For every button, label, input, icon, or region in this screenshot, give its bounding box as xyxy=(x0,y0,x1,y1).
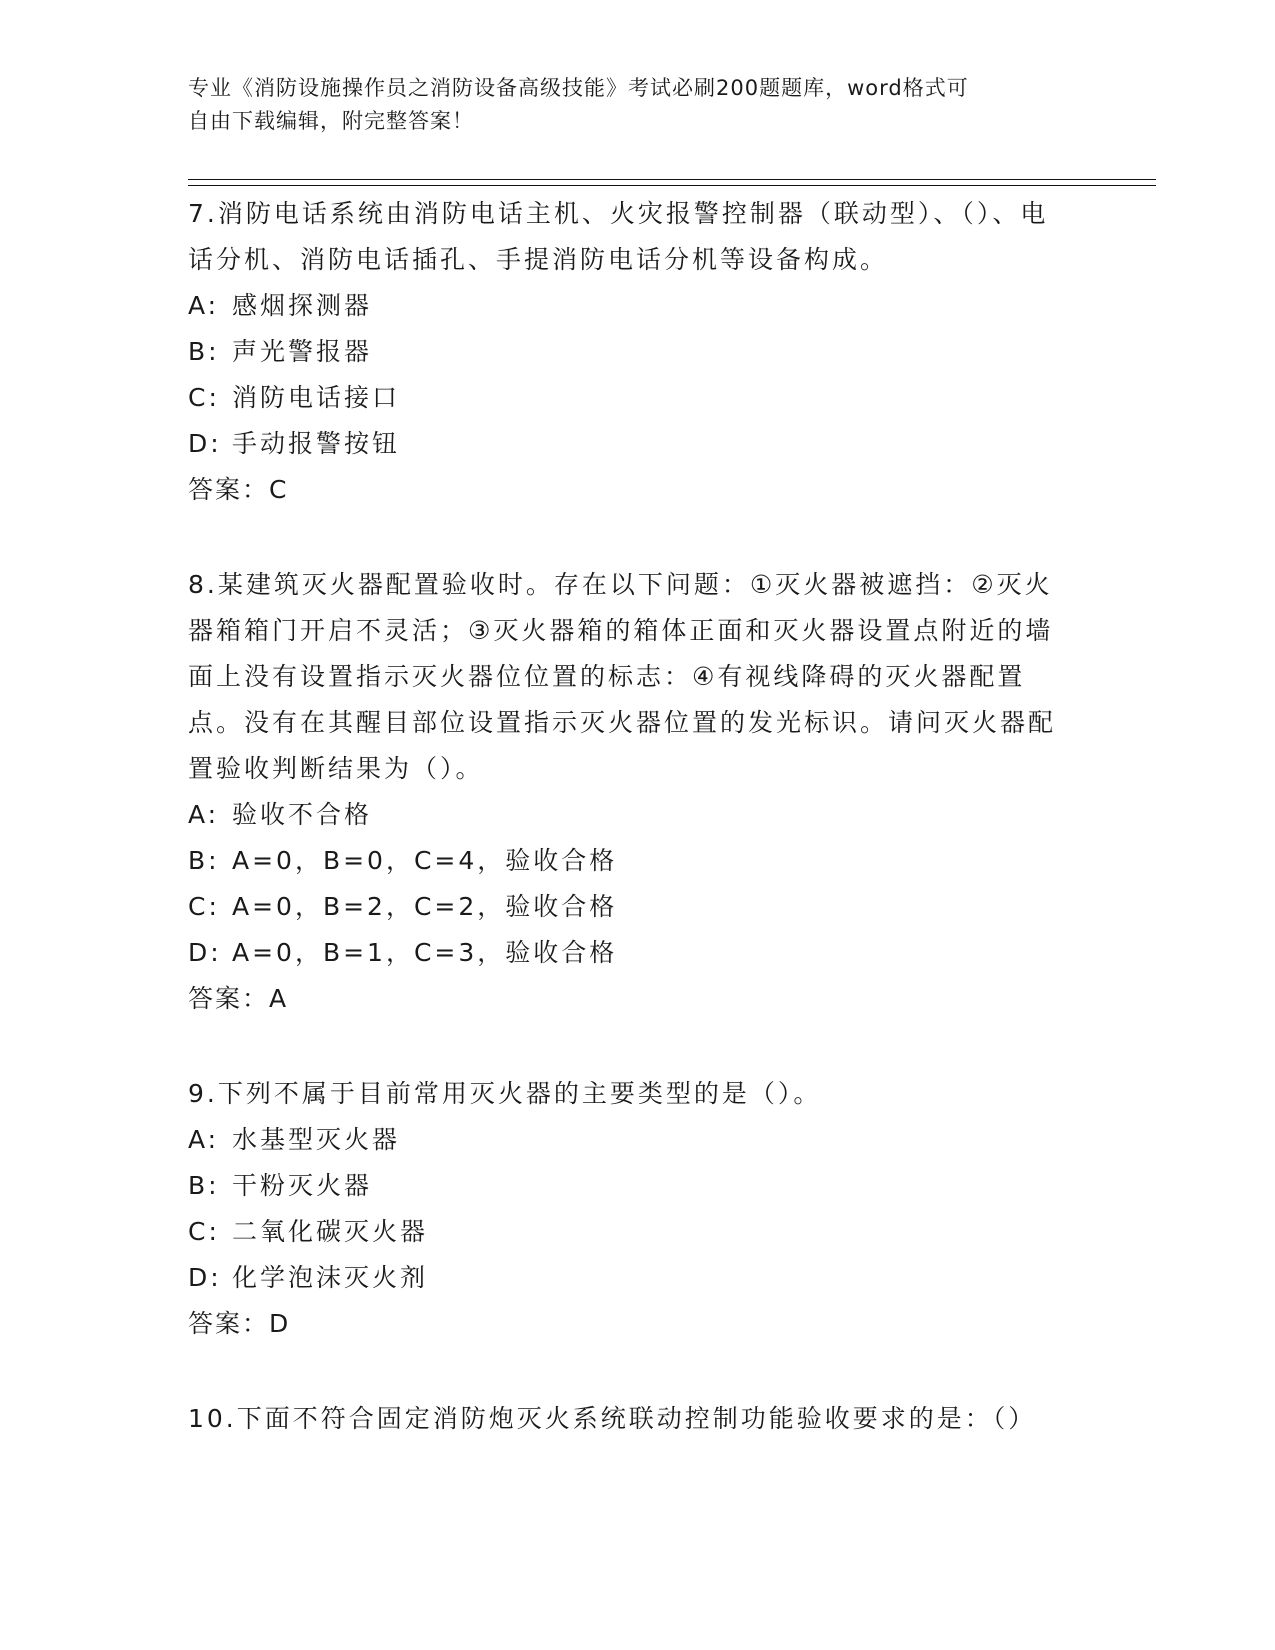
option-key: C: xyxy=(188,892,220,921)
option-text: 验收不合格 xyxy=(232,800,373,829)
option-key: D: xyxy=(188,1263,222,1292)
header-line-2: 自由下载编辑，附完整答案！ xyxy=(188,109,474,133)
option-text: 声光警报器 xyxy=(232,337,373,366)
answer-label: 答案： xyxy=(188,1309,270,1338)
option-text: 化学泡沫灭火剂 xyxy=(232,1263,429,1292)
question-text: 7.消防电话系统由消防电话主机、火灾报警控制器（联动型）、（）、电话分机、消防电话插孔、手提消防电话分机等设备构成。 xyxy=(188,199,1049,274)
option-text: 干粉灭火器 xyxy=(232,1171,373,1200)
answer-line xyxy=(188,1301,1068,1347)
option-c xyxy=(188,1209,1068,1255)
question-7 xyxy=(188,191,1068,513)
option-key: A: xyxy=(188,800,220,829)
option-c xyxy=(188,375,1068,421)
header-divider-top xyxy=(188,179,1156,180)
answer-value: A xyxy=(269,984,289,1013)
answer-value: D xyxy=(269,1309,291,1338)
option-key: A: xyxy=(188,1125,220,1154)
option-text: A=0，B=1，C=3，验收合格 xyxy=(232,938,618,967)
option-text: A=0，B=2，C=2，验收合格 xyxy=(232,892,618,921)
question-text: 9.下列不属于目前常用灭火器的主要类型的是（）。 xyxy=(188,1079,822,1108)
option-key: C: xyxy=(188,1217,220,1246)
option-key: B: xyxy=(188,846,220,875)
option-d xyxy=(188,930,1068,976)
option-key: D: xyxy=(188,938,222,967)
option-key: A: xyxy=(188,291,220,320)
option-d xyxy=(188,1255,1068,1301)
option-b xyxy=(188,838,1068,884)
answer-line xyxy=(188,976,1068,1022)
question-9 xyxy=(188,1071,1068,1347)
option-a xyxy=(188,283,1068,329)
option-a xyxy=(188,792,1068,838)
option-b xyxy=(188,1163,1068,1209)
question-8 xyxy=(188,562,1068,1022)
option-a xyxy=(188,1117,1068,1163)
option-b xyxy=(188,329,1068,375)
option-key: D: xyxy=(188,429,222,458)
answer-label: 答案： xyxy=(188,475,270,504)
option-d xyxy=(188,421,1068,467)
option-key: B: xyxy=(188,1171,220,1200)
option-c xyxy=(188,884,1068,930)
answer-label: 答案： xyxy=(188,984,270,1013)
question-text: 10.下面不符合固定消防炮灭火系统联动控制功能验收要求的是：（） xyxy=(188,1404,1037,1433)
option-text: 水基型灭火器 xyxy=(232,1125,401,1154)
header-line-1: 专业《消防设施操作员之消防设备高级技能》考试必刷200题题库，word格式可 xyxy=(188,76,969,100)
question-10 xyxy=(188,1396,1068,1442)
option-text: 二氧化碳灭火器 xyxy=(232,1217,429,1246)
option-key: C: xyxy=(188,383,220,412)
option-text: 消防电话接口 xyxy=(232,383,401,412)
question-list xyxy=(188,191,1068,1491)
option-text: 手动报警按钮 xyxy=(232,429,401,458)
option-text: A=0，B=0，C=4，验收合格 xyxy=(232,846,618,875)
option-text: 感烟探测器 xyxy=(232,291,373,320)
header-divider-bottom xyxy=(188,185,1156,186)
question-text: 8.某建筑灭火器配置验收时。存在以下问题：①灭火器被遮挡：②灭火器箱箱门开启不灵活；③灭火器箱的箱体正面和灭火器设置点附近的墙面上没有设置指示灭火器位位置的标志：④有视线降碍的灭火器配置点。没有在其醒目部位设置指示灭火器位置的发光标识。请问灭火器配置验收判断结果为（）。 xyxy=(188,570,1057,783)
answer-line xyxy=(188,467,1068,513)
answer-value: C xyxy=(269,475,289,504)
document-header xyxy=(188,72,1088,138)
option-key: B: xyxy=(188,337,220,366)
